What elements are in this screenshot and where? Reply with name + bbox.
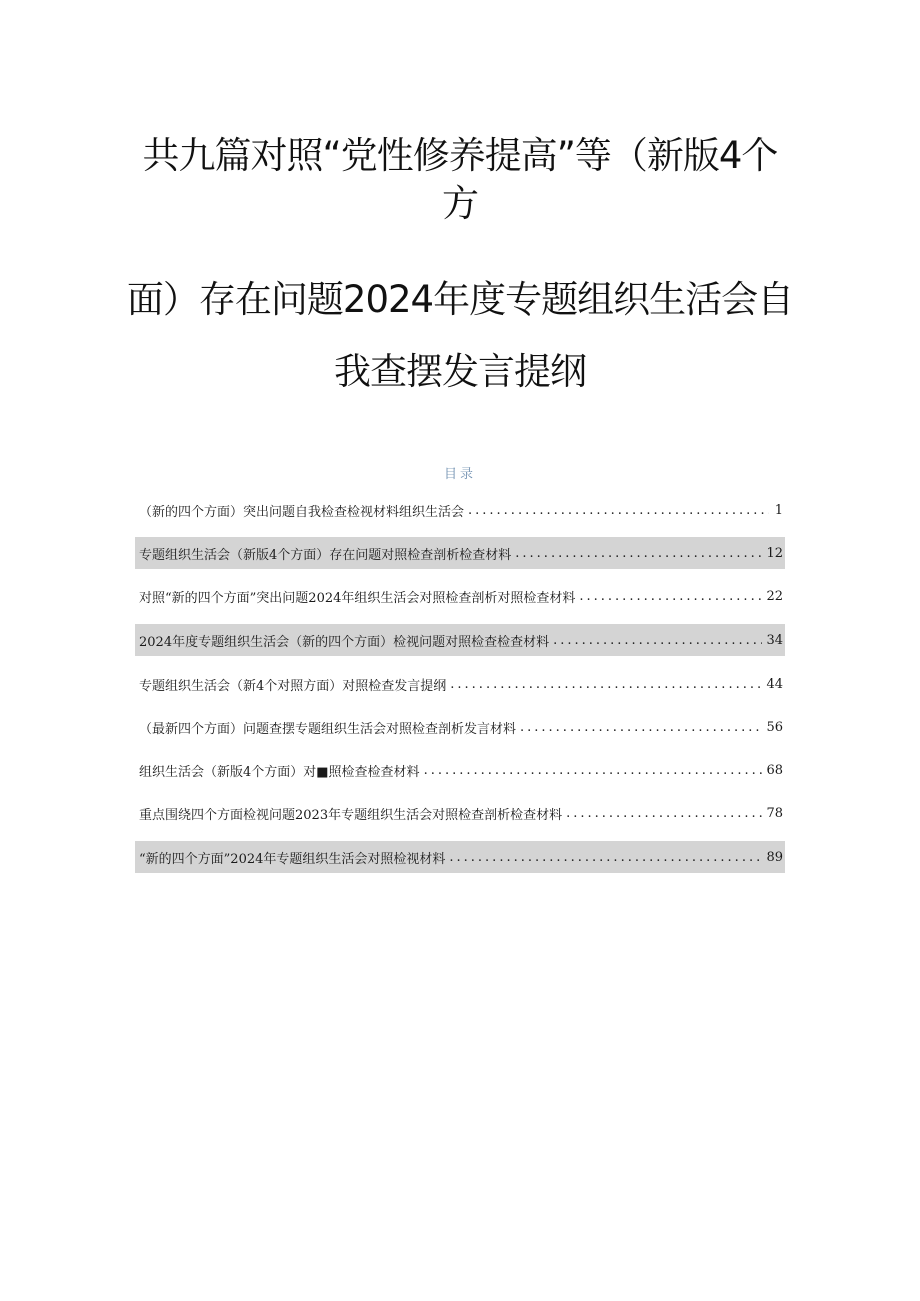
toc-entry-label: “新的四个方面”2024年专题组织生活会对照检视材料 <box>139 851 446 867</box>
toc-leader-dots <box>579 589 762 604</box>
toc-leader-dots <box>553 633 762 648</box>
toc-entry-page: 1 <box>774 502 783 518</box>
toc-leader-dots <box>450 677 762 692</box>
toc-entry-9[interactable] <box>135 841 785 873</box>
toc-entry-label: 专题组织生活会（新4个对照方面）对照检查发言提纲 <box>139 678 447 694</box>
toc-entry-label: 对照“新的四个方面”突出问题2024年组织生活会对照检查剖析对照检查材料 <box>139 590 576 606</box>
toc-entry-1[interactable] <box>135 494 785 526</box>
title-line-3: 面）存在问题2024年度专题组织生活会自 <box>126 278 794 321</box>
toc-entry-5[interactable] <box>135 668 785 700</box>
toc-entry-page: 89 <box>766 849 783 865</box>
toc-entry-6[interactable] <box>135 711 785 743</box>
toc-entry-page: 56 <box>766 719 783 735</box>
toc-leader-dots <box>515 546 762 561</box>
toc-entry-label: （新的四个方面）突出问题自我检查检视材料组织生活会 <box>139 504 465 520</box>
toc-entry-label: 重点围绕四个方面检视问题2023年专题组织生活会对照检查剖析检查材料 <box>139 807 563 823</box>
toc-entry-page: 22 <box>766 588 783 604</box>
toc-entry-page: 34 <box>766 632 783 648</box>
title-line-1: 共九篇对照“党性修养提高”等（新版4个 <box>142 134 778 177</box>
toc-entry-page: 44 <box>766 676 783 692</box>
toc-entry-8[interactable] <box>135 797 785 829</box>
toc-entry-label: 组织生活会（新版4个方面）对■照检查检查材料 <box>139 764 420 780</box>
toc-heading: 目录 <box>443 467 476 482</box>
title-line-4: 我查摆发言提纲 <box>334 350 586 393</box>
toc-entry-7[interactable] <box>135 754 785 786</box>
toc-entry-label: 2024年度专题组织生活会（新的四个方面）检视问题对照检查检查材料 <box>139 634 550 650</box>
toc-entry-page: 68 <box>766 762 783 778</box>
toc-entry-2[interactable] <box>135 537 785 569</box>
toc-leader-dots <box>520 720 762 735</box>
toc-entry-page: 78 <box>766 805 783 821</box>
toc-leader-dots <box>449 850 762 865</box>
title-line-2: 方 <box>442 182 478 225</box>
toc-leader-dots <box>468 503 769 518</box>
toc-entry-label: 专题组织生活会（新版4个方面）存在问题对照检查剖析检查材料 <box>139 547 512 563</box>
toc-entry-3[interactable] <box>135 580 785 612</box>
toc-leader-dots <box>424 763 763 778</box>
toc-entry-label: （最新四个方面）问题查摆专题组织生活会对照检查剖析发言材料 <box>139 721 517 737</box>
toc-entry-4[interactable] <box>135 624 785 656</box>
toc-leader-dots <box>566 806 762 821</box>
toc-entry-page: 12 <box>766 545 783 561</box>
